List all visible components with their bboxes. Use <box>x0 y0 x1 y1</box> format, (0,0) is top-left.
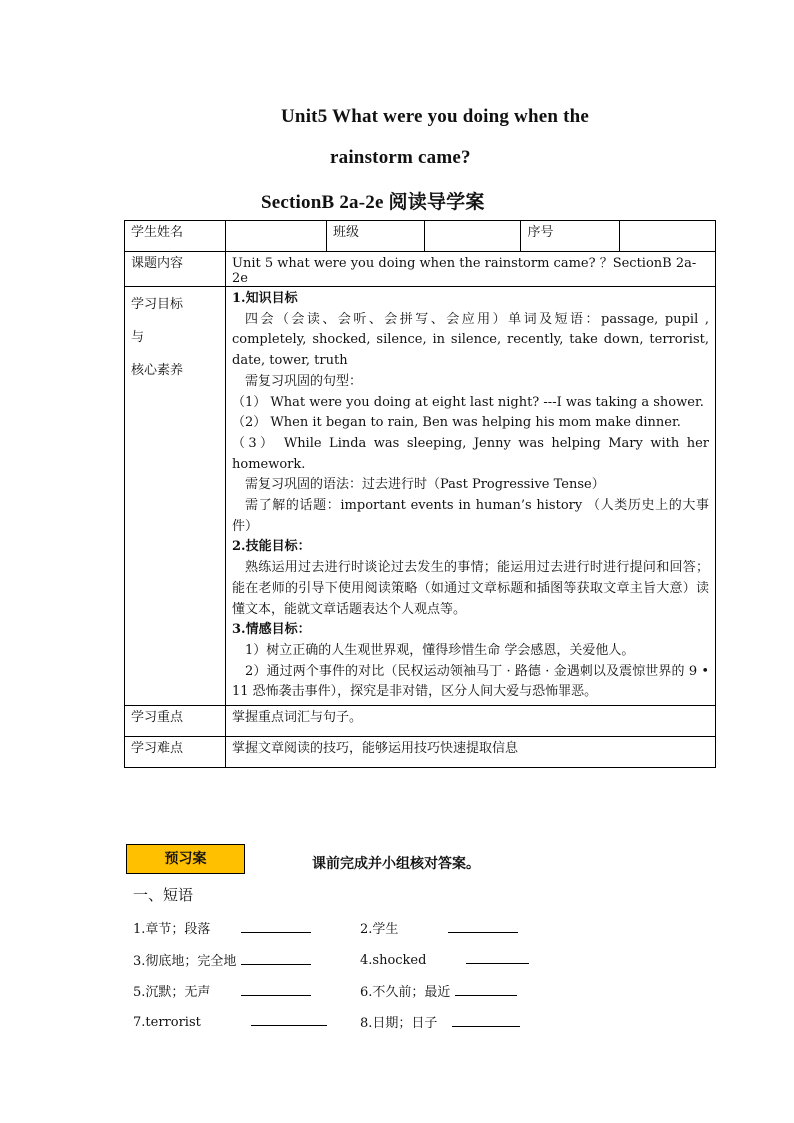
topic-label: 课题内容 <box>125 252 226 287</box>
title-line-3: SectionB 2a-2e 阅读导学案 <box>261 192 485 213</box>
phrase-item <box>360 981 517 1000</box>
title-line-2: rainstorm came? <box>330 147 471 168</box>
sentence-heading: 需复习巩固的句型： <box>245 373 363 389</box>
skill-text: 熟练运用过去进行时谈论过去发生的事情；能运用过去进行时进行提问和回答；能在老师的引导下使用阅读策略（如通过文章标题和插图等获取文章主旨大意）读懂文本，能就文章话题表达个人观点等。 <box>232 560 709 617</box>
table-row-goals <box>125 287 716 706</box>
phrase-item <box>133 918 311 937</box>
emotion-2: 2）通过两个事件的对比（民权运动领袖马丁 · 路德 · 金遇刺以及震惊世界的 9 • 11 恐怖袭击事件），探究是非对错，区分人间大爱与恐怖罪恶。 <box>232 663 709 700</box>
difficulty-label: 学习难点 <box>125 737 226 768</box>
sentence-1: （1） What were you doing at eight last night? ---I was taking a shower. <box>232 394 704 410</box>
phrase-item <box>133 950 311 969</box>
phrase-item-text: 2.学生 <box>360 922 399 937</box>
answer-blank[interactable] <box>251 1012 327 1026</box>
answer-blank[interactable] <box>241 982 311 996</box>
grammar-line: 需复习巩固的语法：过去进行时（Past Progressive Tense） <box>245 477 605 493</box>
class-label: 班级 <box>327 221 425 252</box>
table-row-difficulty <box>125 737 716 768</box>
seq-field[interactable] <box>620 221 716 252</box>
answer-blank[interactable] <box>241 919 311 933</box>
knowledge-words: 四会（会读、会听、会拼写、会应用）单词及短语：passage, pupil , completely, shocked, silence, in silence, recently, take down, terrorist, date, tower, truth <box>232 311 709 369</box>
table-row-topic <box>125 252 716 287</box>
phrase-item-text: 4.shocked <box>360 953 427 968</box>
answer-blank[interactable] <box>241 951 311 965</box>
sentence-3: （3） While Linda was sleeping, Jenny was helping Mary with her homework. <box>232 435 709 472</box>
difficulty-value: 掌握文章阅读的技巧，能够运用技巧快速提取信息 <box>226 737 716 768</box>
emotion-1: 1）树立正确的人生观世界观，懂得珍惜生命 学会感恩，关爱他人。 <box>245 642 635 658</box>
topic-line: 需了解的话题：important events in human’s history （人类历史上的大事件） <box>232 498 709 534</box>
student-name-label: 学生姓名 <box>125 221 226 252</box>
goals-label-line: 与 <box>131 330 145 345</box>
goals-label <box>125 287 226 706</box>
table-row-student <box>125 221 716 252</box>
phrase-item-text: 3.彻底地；完全地 <box>133 954 237 969</box>
answer-blank[interactable] <box>455 982 517 996</box>
title-line-1: Unit5 What were you doing when the <box>281 106 590 127</box>
focus-label: 学习重点 <box>125 706 226 737</box>
phrase-item <box>133 981 311 1000</box>
section-title-phrases: 一、短语 <box>133 886 194 904</box>
phrase-item-text: 8.日期；日子 <box>360 1016 438 1031</box>
answer-blank[interactable] <box>452 1013 520 1027</box>
seq-label: 序号 <box>521 221 620 252</box>
preview-note: 课前完成并小组核对答案。 <box>312 856 480 872</box>
phrase-item <box>133 1012 327 1030</box>
phrase-item-text: 5.沉默；无声 <box>133 985 211 1000</box>
class-field[interactable] <box>425 221 521 252</box>
knowledge-heading: 1.知识目标 <box>232 291 298 306</box>
focus-value: 掌握重点词汇与句子。 <box>226 706 716 737</box>
phrase-item <box>360 1012 520 1031</box>
guide-table <box>124 220 716 768</box>
student-name-field[interactable] <box>226 221 327 252</box>
answer-blank[interactable] <box>448 919 518 933</box>
goals-label-line: 学习目标 <box>131 297 184 312</box>
phrase-item <box>360 918 518 937</box>
sentence-2: （2） When it began to rain, Ben was helping his mom make dinner. <box>232 415 681 431</box>
goals-content <box>226 287 716 706</box>
preview-badge: 预习案 <box>126 844 245 874</box>
table-row-focus <box>125 706 716 737</box>
phrase-item-text: 7.terrorist <box>133 1015 201 1030</box>
topic-value: Unit 5 what were you doing when the rainstorm came? ？SectionB 2a-2e <box>226 252 716 287</box>
answer-blank[interactable] <box>466 950 529 964</box>
emotion-heading: 3.情感目标： <box>232 622 311 638</box>
phrase-item-text: 1.章节；段落 <box>133 922 211 937</box>
skill-heading: 2.技能目标： <box>232 539 311 555</box>
goals-label-line: 核心素养 <box>131 363 184 378</box>
phrase-item-text: 6.不久前；最近 <box>360 985 451 1000</box>
phrase-item <box>360 950 529 968</box>
